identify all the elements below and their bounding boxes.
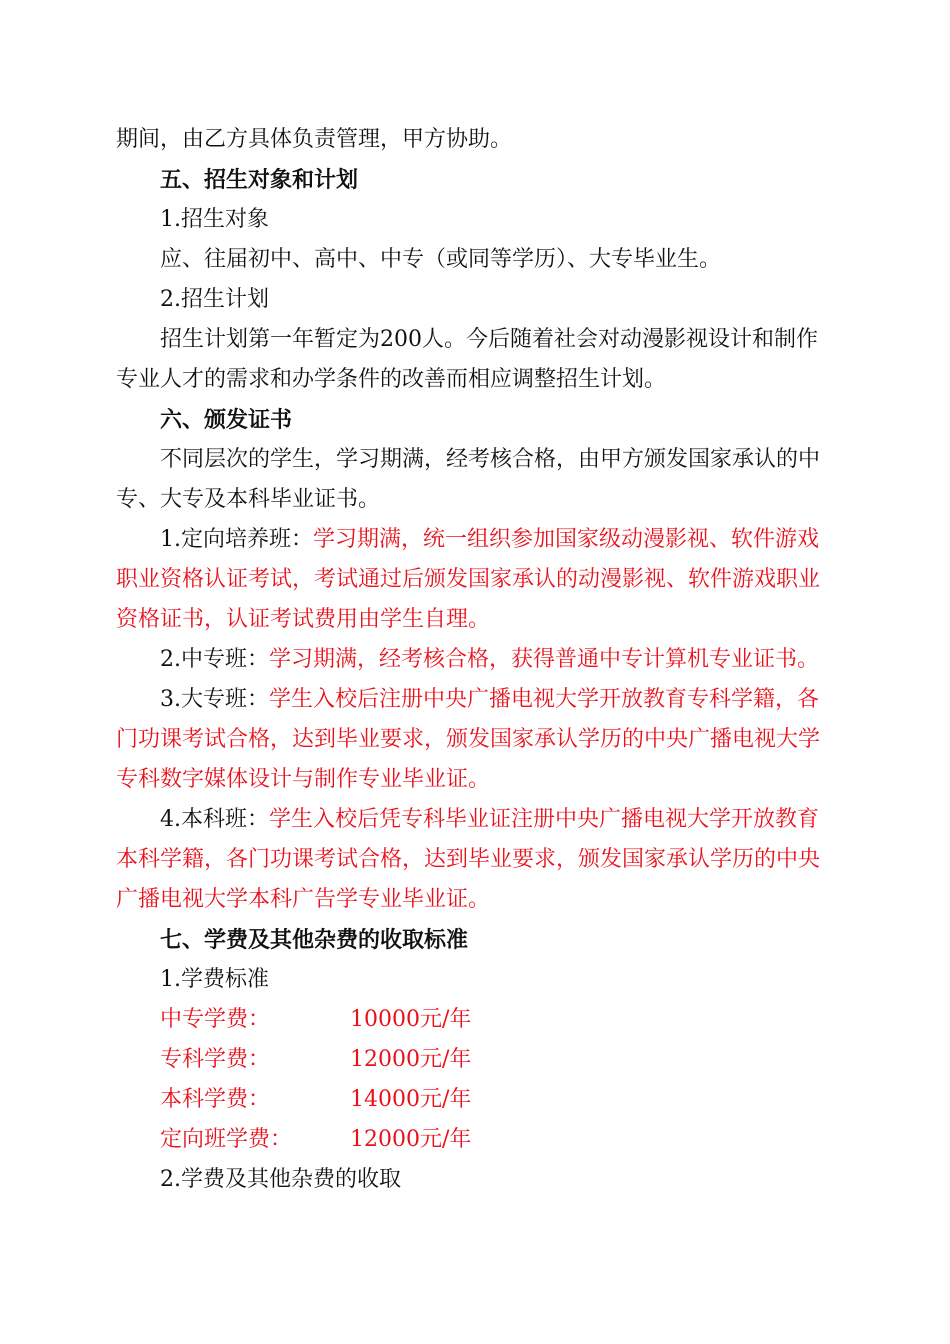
paragraph-line: 招生计划第一年暂定为200人。今后随着社会对动漫影视设计和制作: [160, 327, 818, 352]
paragraph-line: 专、大专及本科毕业证书。: [116, 487, 381, 512]
item-label: 4.本科班：: [160, 807, 269, 832]
item-text-red: 专科数字媒体设计与制作专业毕业证。: [116, 767, 491, 792]
certificate-item-4: [160, 805, 819, 835]
fee-label: 本科学费：: [160, 1087, 271, 1112]
item-text-red: 职业资格认证考试，考试通过后颁发国家承认的动漫影视、软件游戏职业: [116, 567, 821, 592]
section-heading-7: 七、学费及其他杂费的收取标准: [160, 927, 469, 953]
paragraph-line: 应、往届初中、高中、中专（或同等学历）、大专毕业生。: [160, 247, 722, 272]
subsection-title: 2.学费及其他杂费的收取: [160, 1167, 401, 1192]
item-label: 2.中专班：: [160, 647, 269, 672]
section-heading-6: 六、颁发证书: [160, 407, 293, 433]
subsection-title: 1.招生对象: [160, 207, 269, 232]
paragraph-line: 专业人才的需求和办学条件的改善而相应调整招生计划。: [116, 367, 667, 392]
fee-value: 14000元/年: [350, 1087, 472, 1112]
certificate-item-1: [160, 525, 819, 555]
item-text-red: 资格证书，认证考试费用由学生自理。: [116, 607, 491, 632]
fee-value: 12000元/年: [350, 1127, 472, 1152]
certificate-item-2: [160, 645, 819, 675]
fee-label: 专科学费：: [160, 1047, 271, 1072]
item-text-red: 学习期满，统一组织参加国家级动漫影视、软件游戏: [313, 527, 820, 552]
fee-label: 定向班学费：: [160, 1127, 293, 1152]
subsection-title: 1.学费标准: [160, 967, 269, 992]
certificate-item-3: [160, 685, 819, 715]
fee-label: 中专学费：: [160, 1007, 271, 1032]
item-label: 1.定向培养班：: [160, 527, 313, 552]
item-text-red: 广播电视大学本科广告学专业毕业证。: [116, 887, 491, 912]
item-text-red: 学生入校后注册中央广播电视大学开放教育专科学籍，各: [269, 687, 820, 712]
paragraph-line: 不同层次的学生，学习期满，经考核合格，由甲方颁发国家承认的中: [160, 447, 821, 472]
item-text-red: 本科学籍，各门功课考试合格，达到毕业要求，颁发国家承认学历的中央: [116, 847, 821, 872]
item-text-red: 学生入校后凭专科毕业证注册中央广播电视大学开放教育: [269, 807, 820, 832]
subsection-title: 2.招生计划: [160, 287, 269, 312]
fee-value: 12000元/年: [350, 1047, 472, 1072]
item-text-red: 门功课考试合格，达到毕业要求，颁发国家承认学历的中央广播电视大学: [116, 727, 821, 752]
section-heading-5: 五、招生对象和计划: [160, 167, 359, 193]
fee-value: 10000元/年: [350, 1007, 472, 1032]
paragraph-line: 期间，由乙方具体负责管理，甲方协助。: [116, 127, 513, 152]
item-label: 3.大专班：: [160, 687, 269, 712]
item-text-red: 学习期满，经考核合格，获得普通中专计算机专业证书。: [269, 647, 820, 672]
